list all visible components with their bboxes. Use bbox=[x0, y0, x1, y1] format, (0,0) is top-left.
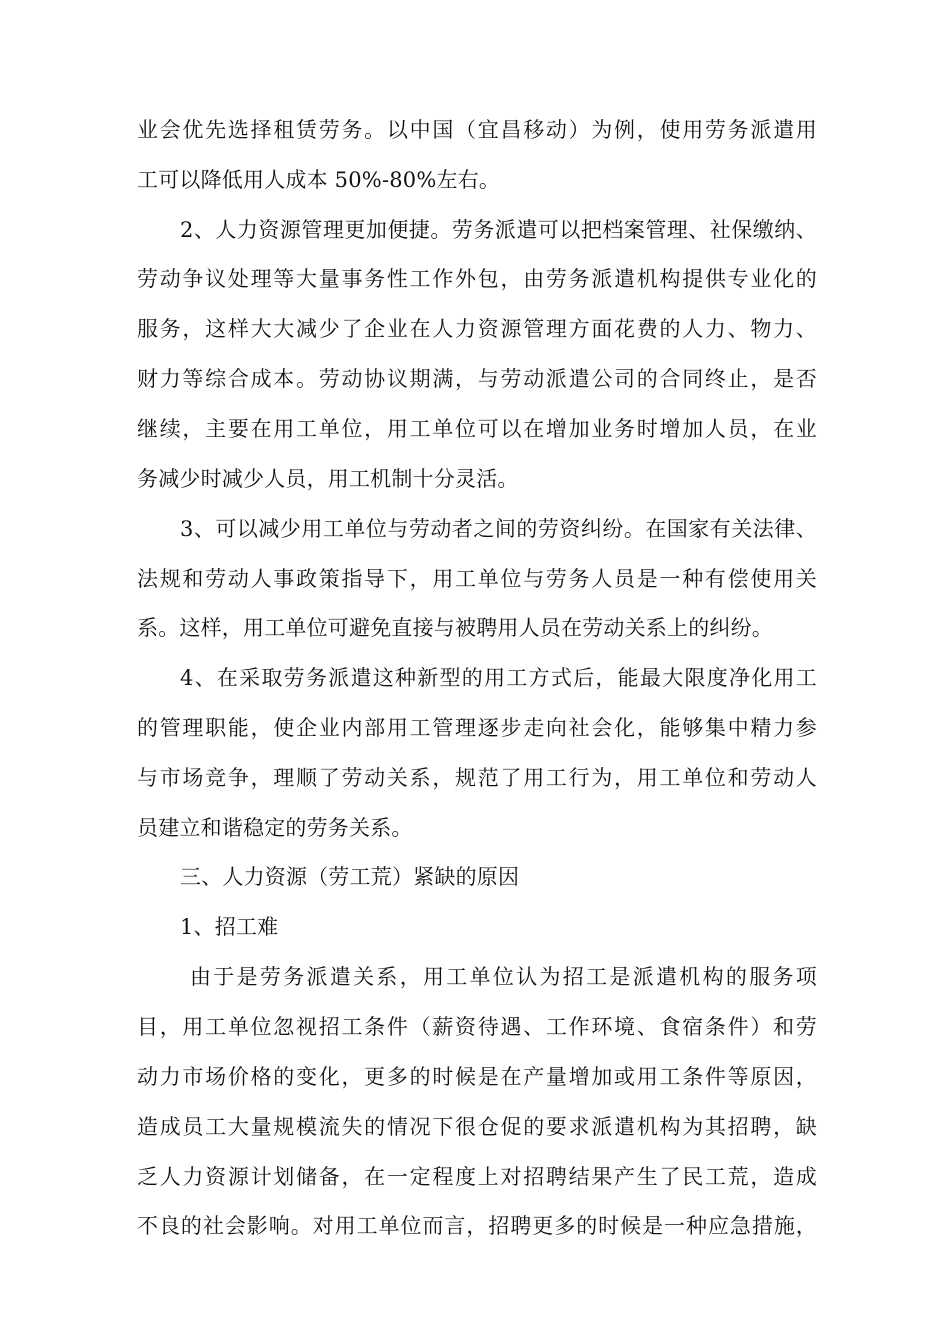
paragraph-5-line-1: 由于是劳务派遣关系，用工单位认为招工是派遣机构的服务项 bbox=[190, 965, 817, 989]
text-line-6: 财力等综合成本。劳动协议期满，与劳动派遣公司的合同终止，是否 bbox=[137, 367, 817, 391]
text-line-22: 乏人力资源计划储备，在一定程度上对招聘结果产生了民工荒，造成 bbox=[137, 1165, 817, 1189]
section-heading: 三、人力资源（劳工荒）紧缺的原因 bbox=[180, 865, 520, 889]
paragraph-3-line-1: 3、可以减少用工单位与劳动者之间的劳资纠纷。在国家有关法律、 bbox=[180, 517, 817, 541]
text-line-23: 不良的社会影响。对用工单位而言，招聘更多的时候是一种应急措施， bbox=[137, 1214, 817, 1238]
text-line-8: 务减少时减少人员，用工机制十分灵活。 bbox=[137, 467, 519, 491]
text-line-21: 造成员工大量规模流失的情况下很仓促的要求派遣机构为其招聘，缺 bbox=[137, 1115, 817, 1139]
text-line-1: 业会优先选择租赁劳务。以中国（宜昌移动）为例，使用劳务派遣用 bbox=[137, 118, 817, 142]
subsection-heading: 1、招工难 bbox=[180, 915, 279, 939]
text-line-2: 工可以降低用人成本 50%-80%左右。 bbox=[137, 168, 501, 192]
text-line-5: 服务，这样大大减少了企业在人力资源管理方面花费的人力、物力、 bbox=[137, 317, 817, 341]
text-line-13: 的管理职能，使企业内部用工管理逐步走向社会化，能够集中精力参 bbox=[137, 716, 817, 740]
paragraph-4-line-1: 4、在采取劳务派遣这种新型的用工方式后，能最大限度净化用工 bbox=[180, 666, 817, 690]
paragraph-2-line-1: 2、人力资源管理更加便捷。劳务派遣可以把档案管理、社保缴纳、 bbox=[180, 218, 817, 242]
text-line-4: 劳动争议处理等大量事务性工作外包，由劳务派遣机构提供专业化的 bbox=[137, 267, 817, 291]
text-line-19: 目，用工单位忽视招工条件（薪资待遇、工作环境、食宿条件）和劳 bbox=[137, 1015, 817, 1039]
text-line-11: 系。这样，用工单位可避免直接与被聘用人员在劳动关系上的纠纷。 bbox=[137, 616, 773, 640]
text-line-7: 继续，主要在用工单位，用工单位可以在增加业务时增加人员，在业 bbox=[137, 417, 817, 441]
text-line-20: 动力市场价格的变化，更多的时候是在产量增加或用工条件等原因， bbox=[137, 1065, 817, 1089]
text-line-10: 法规和劳动人事政策指导下，用工单位与劳务人员是一种有偿使用关 bbox=[137, 567, 817, 591]
text-line-15: 员建立和谐稳定的劳务关系。 bbox=[137, 816, 413, 840]
text-line-14: 与市场竞争，理顺了劳动关系，规范了用工行为，用工单位和劳动人 bbox=[137, 766, 817, 790]
